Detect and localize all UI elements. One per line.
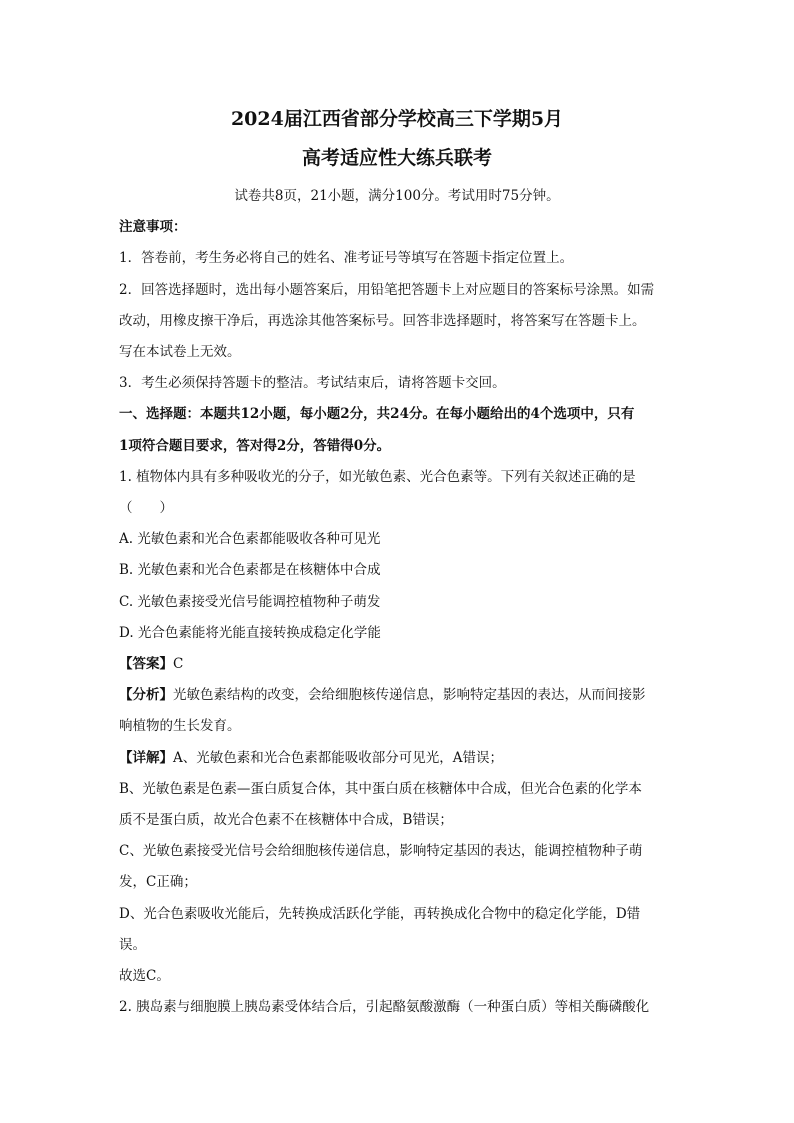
analysis-text: 光敏色素结构的改变，会给细胞核传递信息，影响特定基因的表达，从而间接影 <box>173 687 646 703</box>
document-title-line2: 高考适应性大练兵联考 <box>301 147 492 169</box>
notice-item-2-line-2: 改动，用橡皮擦干净后，再选涂其他答案标号。回答非选择题时，将答案写在答题卡上。 <box>119 313 646 329</box>
question-1-stem-line-1: 1. 植物体内具有多种吸收光的分子，如光敏色素、光合色素等。下列有关叙述正确的是 <box>119 469 636 485</box>
notice-item-2-line-3: 写在本试卷上无效。 <box>119 344 241 360</box>
question-1-detail-b-line-1: B、光敏色素是色素—蛋白质复合体，其中蛋白质在核糖体中合成，但光合色素的化学本 <box>119 781 642 797</box>
question-1-detail-a <box>119 749 679 767</box>
question-1-option-c: C. 光敏色素接受光信号能调控植物种子萌发 <box>119 594 381 610</box>
question-1-stem-line-2: （ ） <box>119 500 173 516</box>
question-1-detail-c-line-1: C、光敏色素接受光信号会给细胞核传递信息，影响特定基因的表达，能调控植物种子萌 <box>119 843 643 859</box>
answer-tag: 【答案】 <box>119 656 173 672</box>
document-title-line1: 2024届江西省部分学校高三下学期5月 <box>230 108 564 130</box>
question-1-analysis-line-1 <box>119 686 679 704</box>
document-subtitle: 试卷共8页，21小题，满分100分。考试用时75分钟。 <box>234 188 560 204</box>
analysis-tag: 【分析】 <box>119 687 173 703</box>
section-heading-line-1: 一、选择题：本题共12小题，每小题2分，共24分。在每小题给出的4个选项中，只有 <box>119 406 635 422</box>
question-1-detail-d-line-1: D、光合色素吸收光能后，先转换成活跃化学能，再转换成化合物中的稳定化学能，D错 <box>119 906 641 922</box>
question-1-detail-c-line-2: 发，C正确； <box>119 874 197 890</box>
notice-heading: 注意事项： <box>119 219 187 235</box>
notice-item-2-line-1: 2．回答选择题时，选出每小题答案后，用铅笔把答题卡上对应题目的答案标号涂黑。如需 <box>119 282 655 298</box>
detail-a-text: A、光敏色素和光合色素都能吸收部分可见光，A错误； <box>173 750 503 766</box>
question-1-analysis-line-2: 响植物的生长发育。 <box>119 718 241 734</box>
question-1-option-a: A. 光敏色素和光合色素都能吸收各种可见光 <box>119 531 381 547</box>
section-heading-line-2: 1项符合题目要求，答对得2分，答错得0分。 <box>119 438 391 454</box>
question-1-detail-b-line-2: 质不是蛋白质，故光合色素不在核糖体中合成，B错误； <box>119 812 453 828</box>
question-1-answer <box>119 655 679 673</box>
notice-item-1: 1．答卷前，考生务必将自己的姓名、准考证号等填写在答题卡指定位置上。 <box>119 250 574 266</box>
question-1-conclusion: 故选C。 <box>119 968 170 984</box>
question-1-option-d: D. 光合色素能将光能直接转换成稳定化学能 <box>119 625 381 641</box>
question-1-detail-d-line-2: 误。 <box>119 937 146 953</box>
answer-value: C <box>173 656 184 672</box>
notice-item-3: 3．考生必须保持答题卡的整洁。考试结束后，请将答题卡交回。 <box>119 375 506 391</box>
detail-tag: 【详解】 <box>119 750 173 766</box>
question-1-option-b: B. 光敏色素和光合色素都是在核糖体中合成 <box>119 562 381 578</box>
question-2-stem-line-1: 2. 胰岛素与细胞膜上胰岛素受体结合后，引起酪氨酸激酶（一种蛋白质）等相关酶磷酸化 <box>119 999 650 1015</box>
